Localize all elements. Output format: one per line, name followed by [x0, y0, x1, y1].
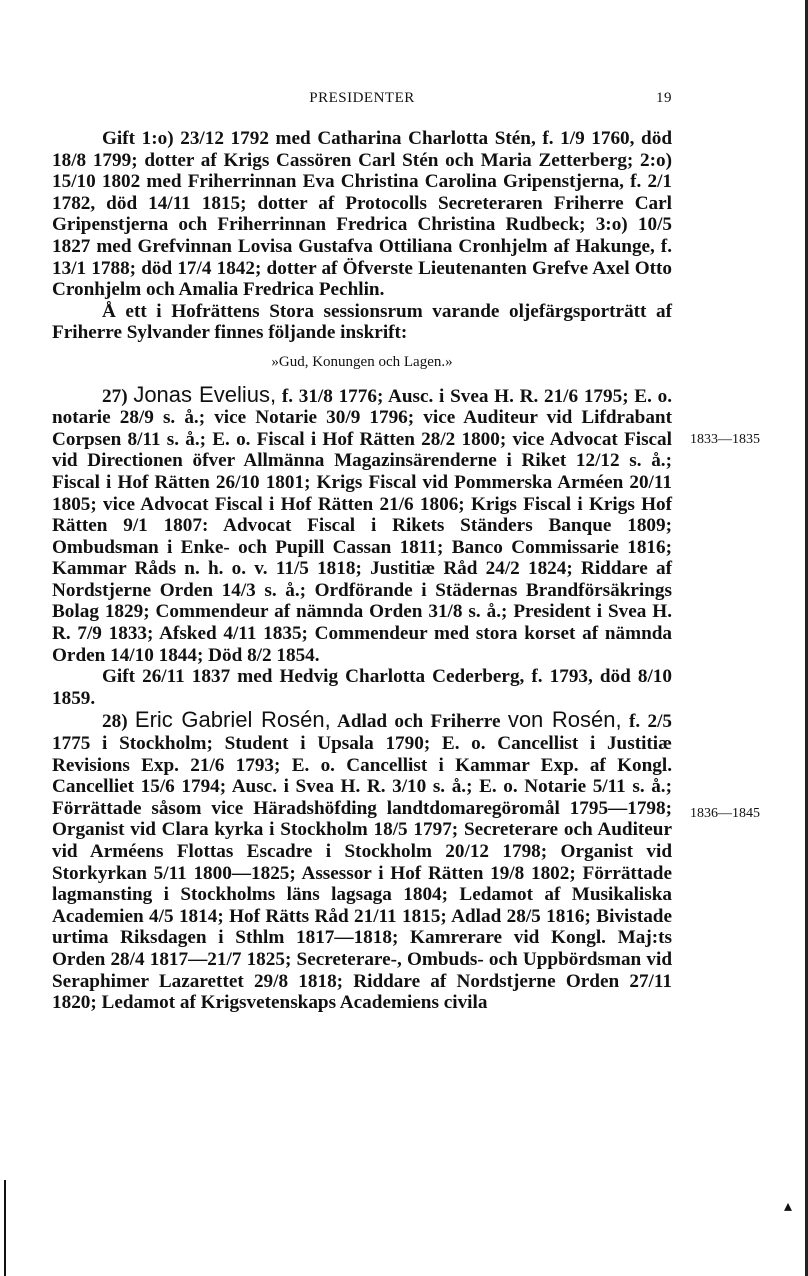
body-text: [52, 128, 672, 1014]
entry-27-marriage: Gift 26/11 1837 med Hedvig Charlotta Cederberg, f. 1793, död 8/10 1859.: [52, 666, 672, 709]
entry-28: [52, 709, 672, 1013]
entry-27: [52, 381, 673, 667]
left-edge-mark: [4, 1180, 6, 1276]
portrait-paragraph: Å ett i Hofrättens Stora sessionsrum varande oljefärgsporträtt af Friherre Sylvander finnes följande inskrift:: [52, 300, 672, 344]
entry-28-term-years: 1836—1845: [690, 806, 760, 821]
entry-27-biography: f. 31/8 1776; Ausc. i Svea H. R. 21/6 1795; E. o. notarie 28/9 s. å.; vice Notarie 30/9 1796; vice Auditeur vid Lifdrabant Corpsen 8/11 s. å.; E. o. Fiscal i Hof Rätten 28/2 1800; vice Advocat Fiscal vid Directionen öfver Allmänna Magazinsärenderne i Riket 12/12 s. å.; Fiscal i Hof Rätten 26/10 1801; Krigs Fiscal vid Pommerska Arméen 20/11 1805; vice Advocat Fiscal i Hof Rätten 21/6 1806; Krigs Fiscal i Krigs Hof Rätten 9/1 1807: Advocat Fiscal i Rikets Ständers Banque 1809; Ombudsman i Enke- och Pupill Cassan 1811; Banco Commissarie 1816; Kammar Råds n. h. o. v. 11/5 1818; Justitiæ Råd 24/2 1824; Riddare af Nordstjerne Orden 14/3 s. å.; Ordförande i Städernas Brandförsäkrings Bolag 1829; Commendeur af nämnda Orden 31/8 s. å.; President i Svea H. R. 7/9 1833; Afsked 4/11 1835; Commendeur med stora korset af nämnda Orden 14/10 1844; Död 8/2 1854.: [52, 385, 673, 666]
entry-28-noble-name: von Rosén,: [507, 707, 622, 733]
page-number: 19: [656, 90, 672, 106]
running-title: PRESIDENTER: [309, 90, 415, 106]
entry-28-biography: f. 2/5 1775 i Stockholm; Student i Upsala 1790; E. o. Cancellist i Justitiæ Revisions Exp. 21/6 1793; E. o. Cancellist i Kammar Exp. af Kongl. Cancelliet 15/6 1794; Ausc. i Svea H. R. 3/10 s. å.; E. o. Notarie 5/11 s. å.; Förrättade såsom vice Häradshöfding landtdomaregöromål 1795—1798; Organist vid Clara kyrka i Stockholm 18/5 1797; Secreterare och Auditeur vid Arméens Flottas Escadre i Stockholm 20/12 1798; Organist vid Storkyrkan 5/11 1800—1825; Assessor i Hof Rätten 19/8 1802; Förrättade lagmansting i Stockholms läns lagsaga 1804; Ledamot af Musikaliska Academien 4/5 1814; Hof Rätts Råd 21/11 1815; Adlad 28/5 1816; Bivistade urtima Riksdagen i Sthlm 1817—1818; Kamrerare vid Kongl. Maj:ts Orden 28/4 1817—21/7 1825; Secreterare-, Ombuds- och Uppbördsman vid Seraphimer Lazarettet 29/8 1818; Riddare af Nordstjerne Orden 27/11 1820; Ledamot af Krigsvetenskaps Academiens civila: [52, 711, 672, 1014]
marriage-paragraph: Gift 1:o) 23/12 1792 med Catharina Charlotta Stén, f. 1/9 1760, död 18/8 1799; dotter af Krigs Cassören Carl Stén och Maria Zetterberg; 2:o) 15/10 1802 med Friherrinnan Eva Christina Carolina Gripenstjerna, f. 2/1 1782, död 14/11 1815; dotter af Protocolls Secreteraren Friherre Carl Gripenstjerna och Friherrinnan Fredrica Christina Rudbeck; 3:o) 10/5 1827 med Grefvinnan Lovisa Gustafva Ottiliana Cronhjelm af Hakunge, f. 13/1 1788; död 17/4 1842; dotter af Öfverste Lieutenanten Grefve Axel Otto Cronhjelm och Amalia Fredrica Pechlin.: [52, 128, 672, 301]
page-header: [52, 90, 672, 112]
entry-28-number: 28): [102, 711, 128, 733]
entry-27-name: Jonas Evelius,: [133, 381, 277, 407]
entry-27-number: 27): [102, 385, 128, 407]
entry-28-ennoblement: Adlad och Friherre: [336, 711, 501, 733]
corner-mark: ▴: [783, 1196, 792, 1215]
portrait-inscription: »Gud, Konungen och Lagen.»: [271, 353, 453, 370]
entry-27-term-years: 1833—1835: [690, 432, 760, 447]
entry-28-name: Eric Gabriel Rosén,: [134, 707, 331, 733]
